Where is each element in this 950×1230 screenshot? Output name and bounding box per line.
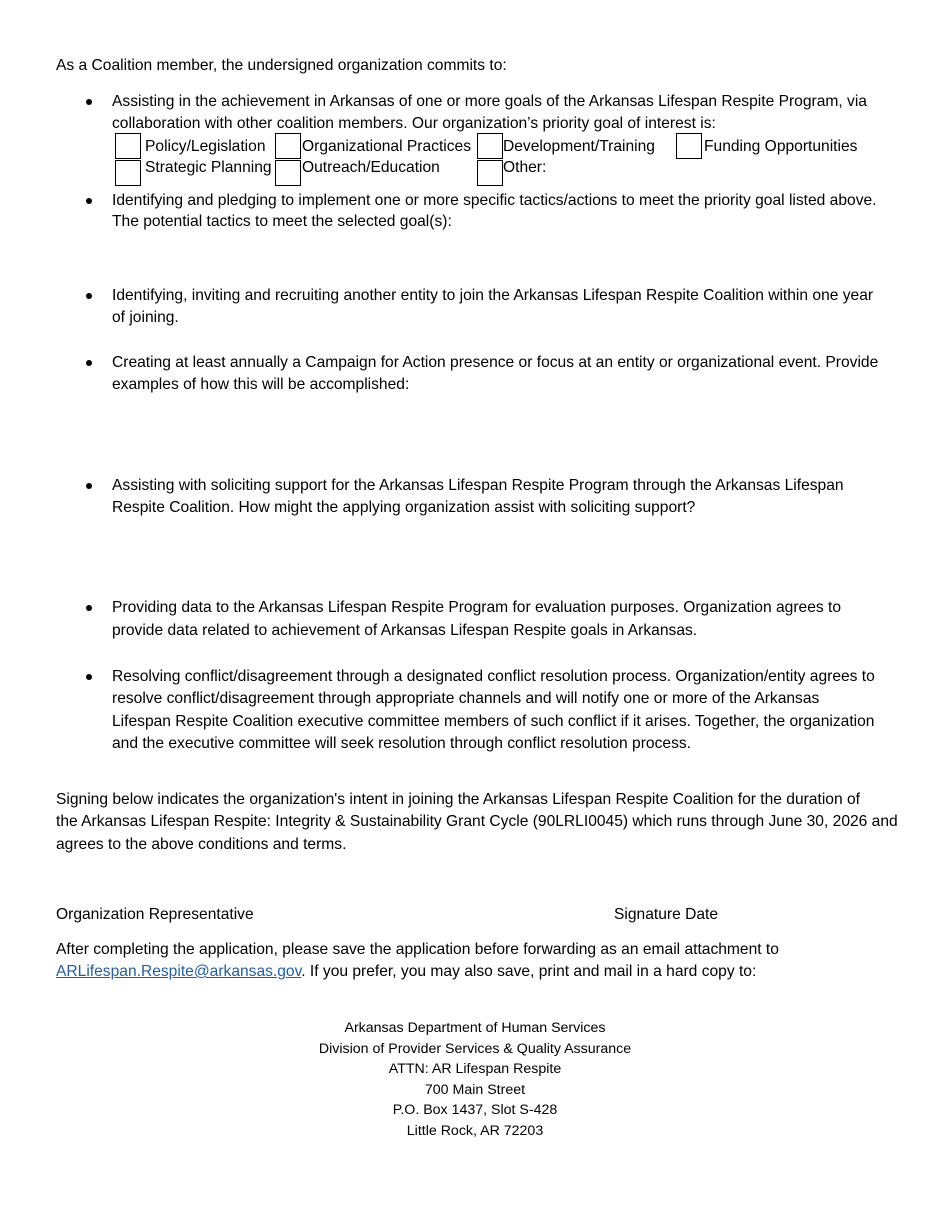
option-label-outreach-education: Outreach/Education [302,159,440,176]
conflict-text-line1: Resolving conflict/disagreement through a designated conflict resolution process. Organization/entity agrees to [112,668,875,685]
organization-representative-label: Organization Representative [56,906,254,923]
option-label-strategic-planning: Strategic Planning [145,159,272,176]
checkbox-outreach-education[interactable] [275,160,301,186]
checkbox-other[interactable] [477,160,503,186]
checkbox-strategic-planning[interactable] [115,160,141,186]
conflict-text-line2: resolve conflict/disagreement through appropriate channels and will notify one or more of the Arkansas [112,690,820,707]
goal-text-line2: collaboration with other coalition members. Our organization’s priority goal of interest is: [112,115,716,132]
submit-text-line2 [56,963,756,981]
signing-text-line3: agrees to the above conditions and terms. [56,836,347,853]
conflict-text-line4: and the executive committee will seek resolution through conflict resolution process. [112,735,691,752]
signature-date-label: Signature Date [614,906,719,923]
support-text-line1: Assisting with soliciting support for the Arkansas Lifespan Respite Program through the Arkansas Lifespan [112,477,844,494]
address-line: Arkansas Department of Human Services [344,1020,606,1036]
address-line: 700 Main Street [424,1082,526,1098]
recruit-text-line1: Identifying, inviting and recruiting another entity to join the Arkansas Lifespan Respite Coalition within one year [112,287,874,304]
bullet-icon [86,293,92,299]
bullet-icon [86,360,92,366]
support-text-line2: Respite Coalition. How might the applying organization assist with soliciting support? [112,499,696,516]
submit-text-line2-rest: . If you prefer, you may also save, print and mail in a hard copy to: [301,963,757,980]
data-text-line2: provide data related to achievement of Arkansas Lifespan Respite goals in Arkansas. [112,622,698,639]
address-line: Little Rock, AR 72203 [406,1123,544,1139]
email-link[interactable]: ARLifespan.Respite@arkansas.gov [56,963,302,980]
option-label-development-training: Development/Training [503,138,655,155]
checkbox-development-training[interactable] [477,133,503,159]
campaign-text-line2: examples of how this will be accomplished: [112,376,410,393]
bullet-icon [86,674,92,680]
address-line: Division of Provider Services & Quality Assurance [318,1041,632,1057]
option-label-other: Other: [503,159,547,176]
signing-text-line2: the Arkansas Lifespan Respite: Integrity & Sustainability Grant Cycle (90LRLI0045) which runs through June 30, 2026 and [56,813,898,830]
checkbox-funding-opportunities[interactable] [676,133,702,159]
submit-text-line1: After completing the application, please save the application before forwarding as an email attachment to [56,941,779,958]
tactics-text-line1: Identifying and pledging to implement one or more specific tactics/actions to meet the priority goal listed above. [112,192,877,209]
address-line: P.O. Box 1437, Slot S-428 [392,1102,558,1118]
bullet-icon [86,198,92,204]
goal-text-line1: Assisting in the achievement in Arkansas of one or more goals of the Arkansas Lifespan Respite Program, via [112,93,867,110]
address-line: ATTN: AR Lifespan Respite [388,1061,562,1077]
tactics-text-line2: The potential tactics to meet the selected goal(s): [112,213,452,230]
conflict-text-line3: Lifespan Respite Coalition executive committee members of such conflict if it arises. Together, the organization [112,713,875,730]
option-label-organizational-practices: Organizational Practices [302,138,472,155]
campaign-text-line1: Creating at least annually a Campaign for Action presence or focus at an entity or organizational event. Provide [112,354,879,371]
bullet-icon [86,605,92,611]
checkbox-organizational-practices[interactable] [275,133,301,159]
signing-text-line1: Signing below indicates the organization's intent in joining the Arkansas Lifespan Respite Coalition for the duration of [56,791,860,808]
bullet-icon [86,483,92,489]
checkbox-policy-legislation[interactable] [115,133,141,159]
data-text-line1: Providing data to the Arkansas Lifespan Respite Program for evaluation purposes. Organization agrees to [112,599,841,616]
bullet-icon [86,99,92,105]
option-label-policy-legislation: Policy/Legislation [145,138,266,155]
intro-text: As a Coalition member, the undersigned organization commits to: [56,57,507,74]
recruit-text-line2: of joining. [112,309,179,326]
option-label-funding-opportunities: Funding Opportunities [704,138,858,155]
